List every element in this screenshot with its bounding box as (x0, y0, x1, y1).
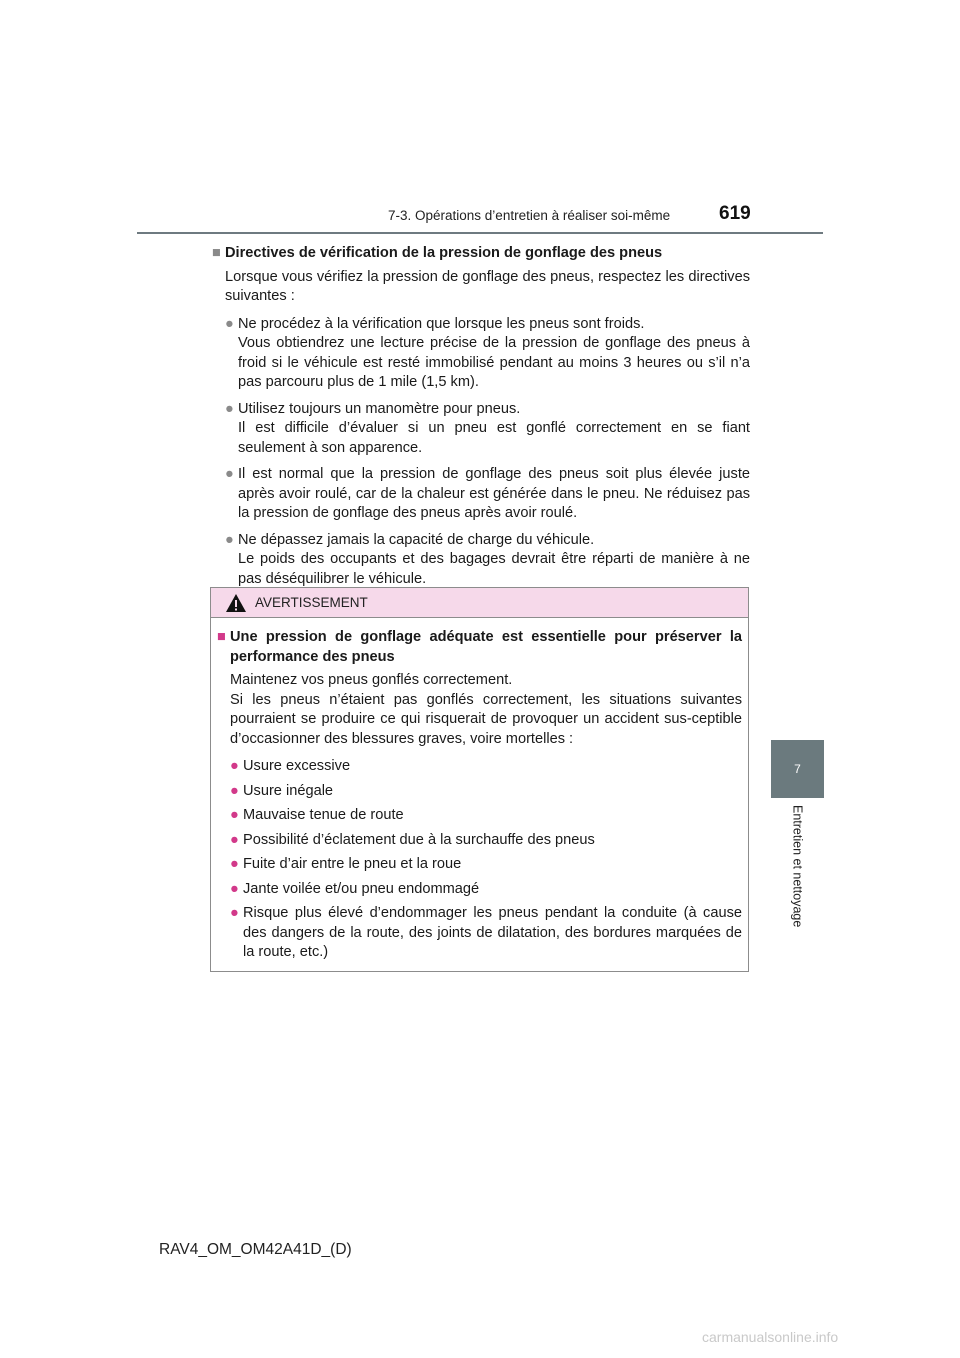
bullet-title: Utilisez toujours un manomètre pour pneus. (238, 400, 521, 417)
circle-bullet-icon: ● (230, 831, 239, 848)
list-item (230, 782, 742, 802)
chapter-tab-label-text: Entretien et nettoyage (790, 805, 805, 928)
warning-heading (217, 628, 742, 667)
circle-bullet-icon: ● (230, 856, 239, 872)
warning-paragraph-line: Maintenez vos pneus gonflés correctement. (230, 672, 513, 688)
warning-item-text: Possibilité d’éclatement due à la surchauffe des pneus (243, 831, 595, 848)
list-item (230, 806, 742, 826)
section-heading (212, 244, 750, 264)
page-number: 619 (719, 203, 751, 224)
warning-box (210, 587, 749, 972)
warning-item-text: Usure excessive (243, 758, 351, 774)
list-item (225, 465, 750, 524)
circle-bullet-icon: ● (225, 315, 234, 332)
bullet-text: Le poids des occupants et des bagages devrait être réparti de manière à ne pas déséquilibrer le véhicule. (238, 551, 750, 587)
warning-header (211, 588, 748, 618)
list-item (230, 831, 742, 851)
main-content (212, 244, 750, 596)
list-item (225, 531, 750, 590)
watermark: carmanualsonline.info (702, 1329, 839, 1345)
warning-item-text: Usure inégale (243, 782, 334, 799)
bullet-text: Il est difficile d’évaluer si un pneu est gonflé correctement en se fiant seulement à son apparence. (238, 420, 750, 456)
circle-bullet-icon: ● (225, 466, 234, 482)
warning-label: AVERTISSEMENT (255, 595, 368, 610)
chapter-tab-label (771, 801, 824, 961)
warning-item-text: Risque plus élevé d’endommager les pneus pendant la conduite (à cause des dangers de la route, des joints de dilatation, des bordures marquées de la route, etc.) (243, 905, 742, 960)
section-heading-text: Directives de vérification de la pression de gonflage des pneus (225, 245, 663, 261)
list-item (230, 855, 742, 875)
document-code: RAV4_OM_OM42A41D_(D) (159, 1241, 352, 1258)
bullet-title: Ne dépassez jamais la capacité de charge du véhicule. (238, 531, 595, 548)
circle-bullet-icon: ● (230, 758, 239, 774)
square-bullet-icon: ■ (212, 245, 221, 261)
warning-heading-text: Une pression de gonflage adéquate est essentielle pour préserver la performance des pneus (230, 629, 742, 665)
list-item (230, 904, 742, 963)
warning-item-text: Jante voilée et/ou pneu endommagé (243, 880, 480, 897)
circle-bullet-icon: ● (230, 905, 239, 921)
warning-paragraph (230, 671, 742, 749)
warning-paragraph-line: Si les pneus n’étaient pas gonflés correctement, les situations suivantes pourraient se produire ce qui risquerait de provoquer un accident sus-ceptible d’occasionner des blessures graves, voire mortelles : (230, 691, 742, 747)
bullet-title: Il est normal que la pression de gonflage des pneus soit plus élevée juste après avoir roulé, car de la chaleur est générée dans le pneu. Ne réduisez pas la pression de gonflage des pneus après avoir roulé. (238, 466, 750, 521)
list-item (230, 880, 742, 900)
square-bullet-icon: ■ (217, 629, 226, 645)
header-section-title: 7-3. Opérations d’entretien à réaliser soi-même (388, 208, 671, 223)
warning-body (211, 618, 748, 963)
bullet-title: Ne procédez à la vérification que lorsque les pneus sont froids. (238, 315, 645, 332)
bullet-text: Vous obtiendrez une lecture précise de la pression de gonflage des pneus à froid si le véhicule est resté immobilisé pendant au moins 3 heures ou s’il n’a pas parcouru plus de 1 mile (1,5 km). (238, 335, 750, 390)
circle-bullet-icon: ● (230, 782, 239, 799)
chapter-tab-number: 7 (771, 740, 824, 798)
warning-item-text: Mauvaise tenue de route (243, 807, 404, 823)
list-item (225, 400, 750, 459)
header-divider (137, 232, 823, 234)
warning-item-text: Fuite d’air entre le pneu et la roue (243, 856, 462, 872)
circle-bullet-icon: ● (225, 531, 234, 548)
circle-bullet-icon: ● (230, 880, 239, 897)
section-intro: Lorsque vous vérifiez la pression de gonflage des pneus, respectez les directives suivantes : (225, 268, 750, 304)
circle-bullet-icon: ● (225, 400, 234, 417)
circle-bullet-icon: ● (230, 807, 239, 823)
list-item (230, 757, 742, 777)
warning-triangle-icon (225, 593, 247, 613)
list-item (225, 315, 750, 393)
